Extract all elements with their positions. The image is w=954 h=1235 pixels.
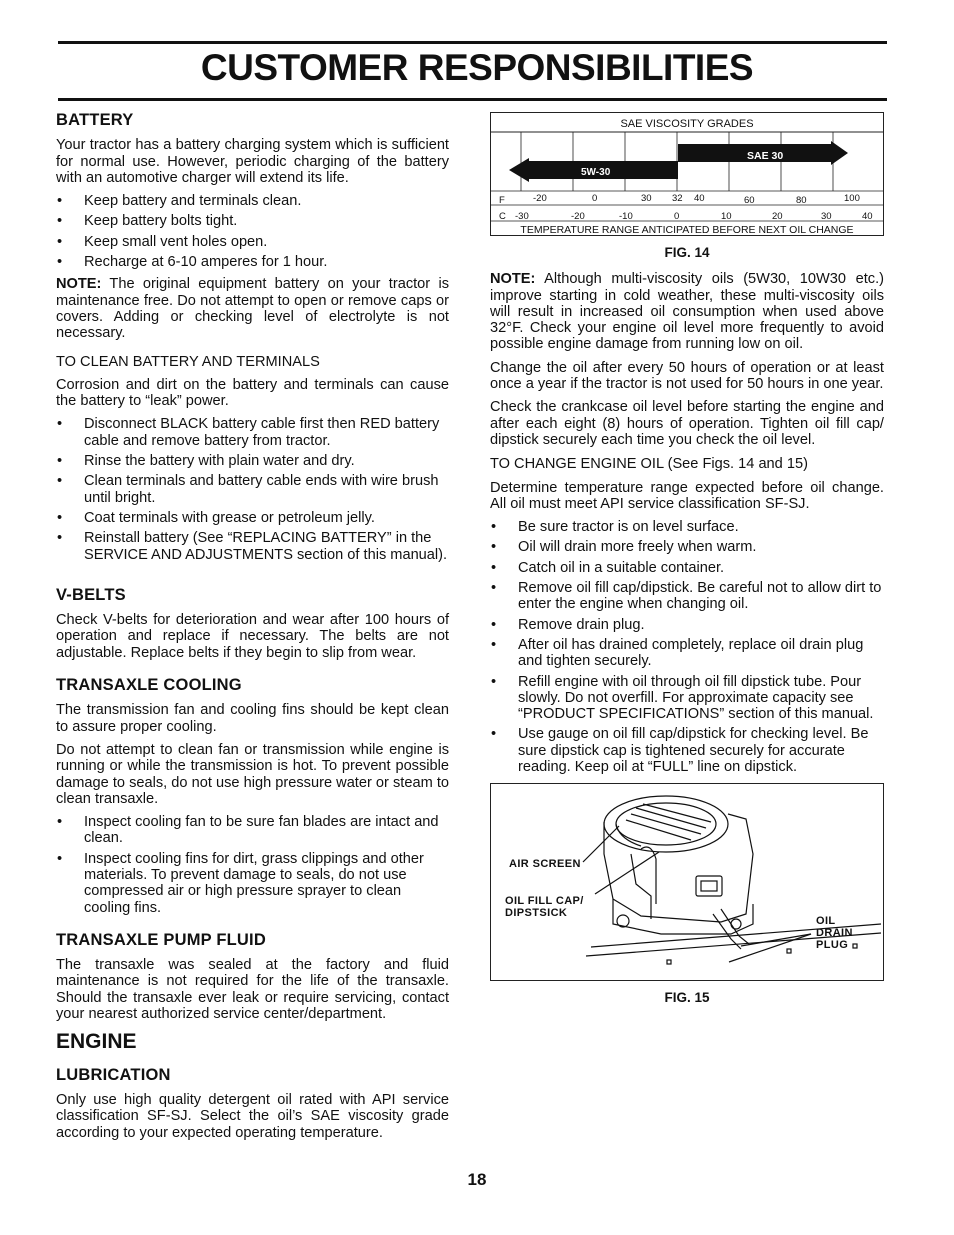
- list-item: • Coat terminals with grease or petroleum jelly.: [56, 510, 449, 526]
- oil-drain-label-line1: OIL: [816, 915, 836, 928]
- list-item: • Remove drain plug.: [490, 617, 884, 633]
- list-item: • Refill engine with oil through oil fill dipstick tube. Pour slowly. Do not overfill. For approximate capacity see “PRODUCT SPECIFICATIONS” section of this manual.: [490, 674, 884, 723]
- f-tick: 30: [641, 193, 652, 204]
- list-item: • Keep battery bolts tight.: [56, 213, 449, 229]
- battery-heading: BATTERY: [56, 111, 134, 129]
- engine-figure: [490, 783, 884, 981]
- c-tick: 20: [772, 211, 783, 222]
- oil-drain-label: [816, 915, 853, 951]
- oil-fill-label: [505, 895, 584, 919]
- clean-heading: TO CLEAN BATTERY AND TERMINALS: [56, 353, 320, 370]
- left-column: [56, 108, 449, 1148]
- vbelts-heading: V-BELTS: [56, 585, 126, 604]
- note-text: The original equipment battery on your tractor is maintenance free. Do not attempt to open or remove caps or covers. Adding or checking level of electrolyte is not necessary.: [56, 276, 449, 342]
- transaxle-pump-text: The transaxle was sealed at the factory and fluid maintenance is not required for the life of the transaxle. Should the transaxle ever leak or require servicing, contact your nearest authorized service center/department.: [56, 957, 449, 1023]
- clean-list: [56, 416, 449, 562]
- c-tick: 0: [674, 211, 680, 222]
- title-rule: [58, 98, 887, 101]
- lubrication-heading: LUBRICATION: [56, 1065, 171, 1084]
- note-text: Although multi-viscosity oils (5W30, 10W30 etc.) improve starting in cold weather, these multi-viscosity oils will result in increased oil consumption when used above 32°F. Check your engine oil level more frequently to avoid possible engine damage from running low on oil.: [490, 271, 884, 353]
- oil-check-text: Check the crankcase oil level before starting the engine and after each eight (8) hours of operation. Tighten oil fill cap/ dipstick securely each time you check the oil level.: [490, 399, 884, 448]
- note-label: NOTE:: [490, 271, 536, 288]
- list-item: • Disconnect BLACK battery cable first then RED battery cable and remove battery from tractor.: [56, 416, 449, 449]
- list-item: • Clean terminals and battery cable ends with wire brush until bright.: [56, 473, 449, 506]
- list-item: • Use gauge on oil fill cap/dipstick for checking level. Be sure dipstick cap is tightened securely for accurate reading. Keep oil at “FULL” line on dipstick.: [490, 726, 884, 775]
- transaxle-cooling-heading: TRANSAXLE COOLING: [56, 676, 242, 695]
- list-item: • Inspect cooling fan to be sure fan blades are intact and clean.: [56, 814, 449, 847]
- f-tick: -20: [533, 193, 547, 204]
- c-tick: -10: [619, 211, 633, 222]
- transaxle-cooling-p2: Do not attempt to clean fan or transmission while engine is running or while the transmission is hot. To prevent possible damage to seals, do not use high pressure water or steam to clean transaxle.: [56, 741, 449, 807]
- f-tick: 80: [796, 195, 807, 206]
- bar-sae30-label: SAE 30: [747, 150, 784, 162]
- oil-note: [490, 271, 884, 352]
- lubrication-text: Only use high quality detergent oil rated with API service classification SF-SJ. Select the oil’s SAE viscosity grade according to your expected operating temperature.: [56, 1091, 449, 1141]
- oil-fill-label-line1: OIL FILL CAP/: [505, 895, 584, 908]
- f-tick: 60: [744, 195, 755, 206]
- list-item: • Oil will drain more freely when warm.: [490, 539, 884, 555]
- page-number: 18: [467, 1170, 487, 1189]
- c-tick: -20: [571, 211, 585, 222]
- list-item: • After oil has drained completely, replace oil drain plug and tighten securely.: [490, 637, 884, 670]
- list-item: • Rinse the battery with plain water and dry.: [56, 453, 449, 469]
- oil-change-intro: Determine temperature range expected before oil change. All oil must meet API service classification SF-SJ.: [490, 479, 884, 512]
- oil-change-text: Change the oil after every 50 hours of operation or at least once a year if the tractor is not used for 50 hours in one year.: [490, 359, 884, 393]
- oil-drain-label-line3: PLUG: [816, 939, 849, 952]
- list-item: • Catch oil in a suitable container.: [490, 560, 884, 576]
- bar-5w30-label: 5W-30: [581, 167, 611, 178]
- clean-intro: Corrosion and dirt on the battery and terminals can cause the battery to “leak” power.: [56, 376, 449, 410]
- vbelts-text: Check V-belts for deterioration and wear after 100 hours of operation and replace if necessary. The belts are not adjustable. Replace belts if they begin to slip from wear.: [56, 612, 449, 661]
- fig15-caption: FIG. 15: [664, 990, 710, 1006]
- list-item: • Remove oil fill cap/dipstick. Be careful not to allow dirt to enter the engine when changing oil.: [490, 580, 884, 613]
- c-tick: 10: [721, 211, 732, 222]
- list-item: • Be sure tractor is on level surface.: [490, 519, 884, 535]
- transaxle-pump-heading: TRANSAXLE PUMP FLUID: [56, 930, 266, 949]
- right-column: [490, 108, 884, 1017]
- list-item: • Inspect cooling fins for dirt, grass clippings and other materials. To prevent damage to seals, do not use compressed air or high pressure sprayer to clean cooling fins.: [56, 851, 449, 916]
- note-label: NOTE:: [56, 276, 102, 293]
- c-tick: 30: [821, 211, 832, 222]
- top-rule: [58, 41, 887, 44]
- list-item: • Keep battery and terminals clean.: [56, 193, 449, 209]
- battery-list: [56, 193, 449, 270]
- f-tick: 32: [672, 193, 683, 204]
- f-axis-label: F: [499, 195, 505, 206]
- battery-note: [56, 276, 449, 341]
- page-title: CUSTOMER RESPONSIBILITIES: [200, 47, 754, 88]
- cooling-list: [56, 814, 449, 916]
- transaxle-cooling-p1: The transmission fan and cooling fins should be kept clean to assure proper cooling.: [56, 702, 449, 735]
- oil-list: [490, 519, 884, 775]
- viscosity-chart-footer: TEMPERATURE RANGE ANTICIPATED BEFORE NEXT OIL CHANGE: [520, 224, 854, 236]
- list-item: • Keep small vent holes open.: [56, 234, 449, 250]
- fig14-caption: FIG. 14: [664, 245, 710, 260]
- f-tick: 100: [844, 193, 860, 204]
- c-axis-label: C: [499, 211, 506, 222]
- c-tick: -30: [515, 211, 529, 222]
- oil-change-heading: TO CHANGE ENGINE OIL (See Figs. 14 and 15): [490, 456, 808, 473]
- viscosity-chart-title: SAE VISCOSITY GRADES: [620, 118, 754, 130]
- c-tick: 40: [862, 211, 873, 222]
- air-screen-label: AIR SCREEN: [509, 858, 581, 871]
- f-tick: 0: [592, 193, 598, 204]
- list-item: • Reinstall battery (See “REPLACING BATTERY” in the SERVICE AND ADJUSTMENTS section of this manual).: [56, 530, 449, 563]
- oil-drain-label-line2: DRAIN: [816, 927, 853, 940]
- list-item: • Recharge at 6-10 amperes for 1 hour.: [56, 254, 449, 270]
- battery-intro: Your tractor has a battery charging system which is sufficient for normal use. However, periodic charging of the battery with an automotive charger will extend its life.: [56, 137, 449, 186]
- engine-heading: ENGINE: [56, 1030, 137, 1054]
- oil-fill-label-line2: DIPSTSICK: [505, 907, 568, 920]
- f-tick: 40: [694, 193, 705, 204]
- viscosity-chart: [490, 112, 884, 236]
